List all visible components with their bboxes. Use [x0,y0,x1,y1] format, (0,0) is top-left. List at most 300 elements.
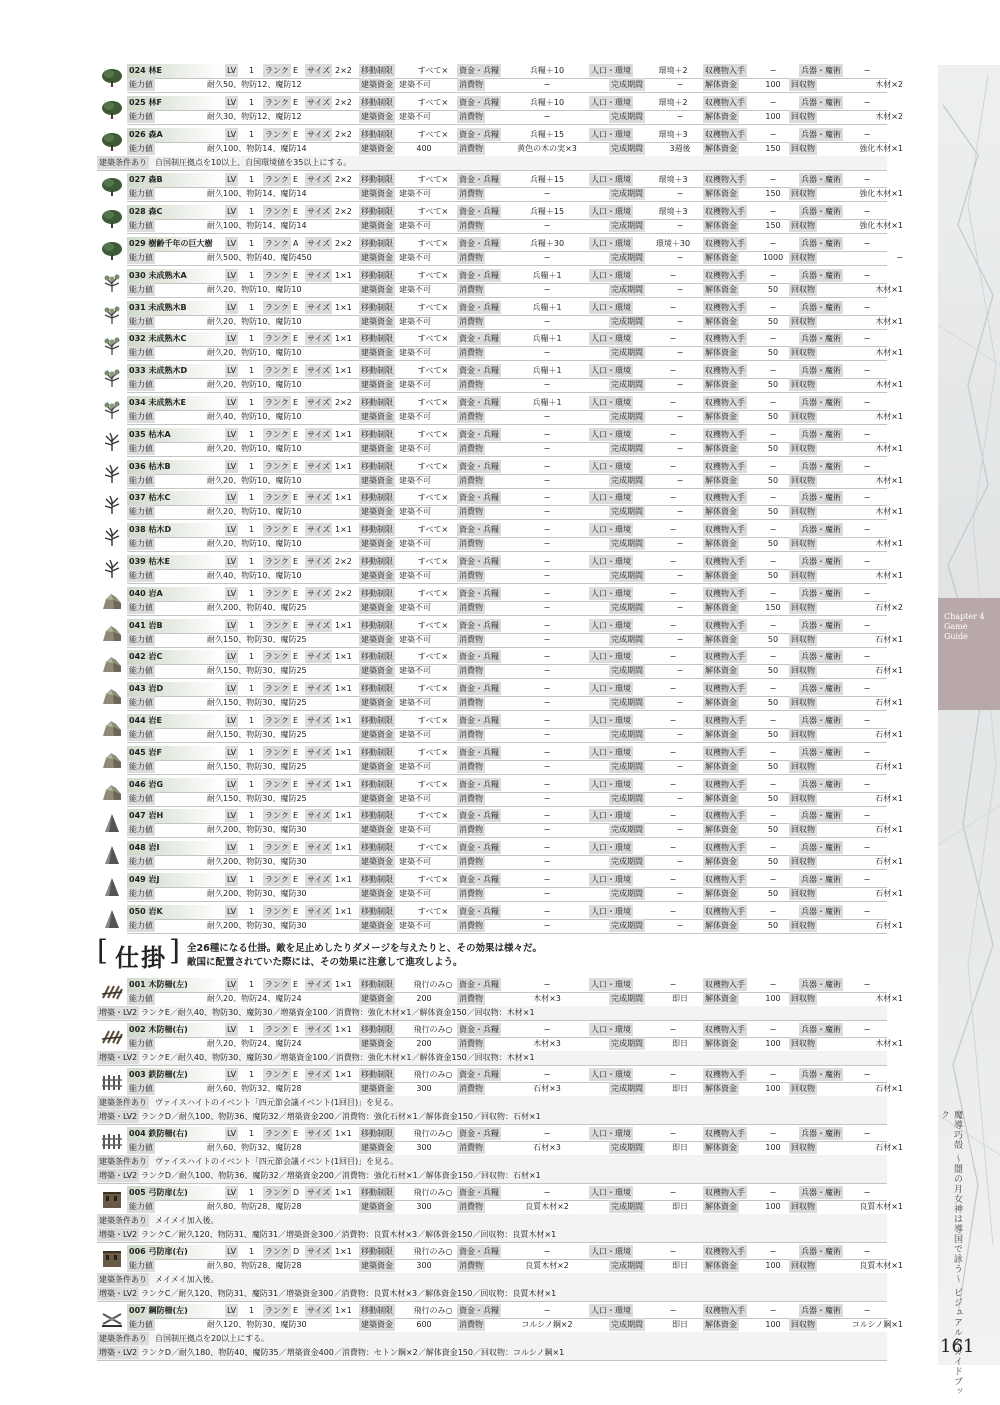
weapon-label: 兵器・魔術 [801,1247,841,1256]
recover-label: 回収物 [791,507,815,517]
weapon-value: − [863,1247,871,1256]
recover-label: 回収物 [791,571,815,580]
rank-label: ランク [265,779,289,789]
complete-value: − [676,284,684,294]
rank-label: ランク [265,175,289,185]
rank-label: ランク [265,493,289,503]
ability-label: 能力値 [129,793,153,803]
entry-row-secondary [127,887,903,902]
rank-label: ランク [265,398,289,407]
entry-row-secondary [127,1141,903,1156]
size-label: サイズ [307,429,331,439]
dismantle-label: 解体資金 [705,857,737,867]
entry-row-primary [127,396,887,411]
ability-label: 能力値 [129,1084,153,1093]
harvest-value: − [769,97,777,107]
lv-label: LV [227,493,237,503]
build-cost-label: 建築資金 [361,443,393,453]
weapon-label: 兵器・魔術 [801,1129,841,1138]
entry-row-secondary [127,728,903,743]
weapon-label: 兵器・魔術 [801,980,841,989]
build-cost-value: 建築不可 [399,857,431,867]
size-value: 2×2 [335,398,352,407]
build-cost-value: 建築不可 [399,507,431,517]
res-value: − [543,843,551,853]
pop-label: 人口・環境 [591,366,631,376]
entry-row-secondary [127,187,903,202]
recover-label: 回収物 [791,111,815,121]
build-cost-value: 建築不可 [399,634,431,644]
condition-label: 建築条件あり [99,1275,147,1284]
complete-value: − [676,539,684,549]
consume-label: 消費物 [459,111,483,121]
res-value: 兵糧＋15 [529,175,565,185]
weapon-label: 兵器・魔術 [801,620,841,630]
entry-row-primary [127,1023,887,1038]
pop-label: 人口・環境 [591,398,631,407]
lv-label: LV [227,980,237,989]
recover-label: 回収物 [791,143,815,153]
complete-label: 完成期間 [611,507,643,517]
recover-value: 石材×1 [875,920,903,930]
dismantle-value: 100 [765,1202,781,1211]
size-label: サイズ [307,129,331,139]
sapling-icon [100,335,124,357]
size-label: サイズ [307,175,331,185]
lv-label: LV [227,906,237,916]
consume-label: 消費物 [459,412,483,421]
consume-value: 石材×3 [533,1084,561,1093]
ability-value: 耐久20、物防10、魔防10 [207,380,302,390]
pop-value: − [669,461,677,471]
recover-label: 回収物 [791,793,815,803]
build-cost-value: 建築不可 [399,189,431,199]
upgrade-text: ランクD／耐久180、物防40、魔防35／増築資金400／消費物：セトン鋼×2／解体資金150／回収物：コルシノ鋼×1 [141,1348,565,1357]
ability-value: 耐久150、物防30、魔防25 [207,761,307,771]
recover-label: 回収物 [791,1143,815,1152]
entry-row-primary [127,128,887,143]
consume-label: 消費物 [459,507,483,517]
build-cost-label: 建築資金 [361,284,393,294]
harvest-value: − [769,557,777,566]
res-value: − [543,557,551,566]
pop-value: − [669,398,677,407]
res-label: 資金・兵糧 [459,811,499,821]
res-value: 兵糧＋10 [529,66,565,75]
rank-value: A [293,239,299,248]
harvest-value: − [769,302,777,312]
consume-value: − [543,189,551,199]
pop-value: 環境＋2 [658,97,688,107]
build-condition-row [97,1155,887,1170]
consume-label: 消費物 [459,189,483,199]
size-value: 1×1 [335,875,352,884]
move-value: すべて× [417,811,449,821]
recover-label: 回収物 [791,189,815,199]
build-cost-value: 建築不可 [399,348,431,358]
rank-label: ランク [265,875,289,884]
lv-value: 1 [249,980,255,989]
dismantle-label: 解体資金 [705,412,737,421]
move-value: すべて× [417,779,449,789]
lv-label: LV [227,557,237,566]
res-label: 資金・兵糧 [459,843,499,853]
move-value: すべて× [417,652,449,662]
build-cost-value: 建築不可 [399,793,431,803]
pop-value: − [669,980,677,989]
size-label: サイズ [307,588,331,598]
complete-value: − [676,412,684,421]
size-value: 1×1 [335,811,352,821]
res-value: 兵糧＋15 [529,207,565,217]
dismantle-value: 50 [767,920,779,930]
harvest-value: − [769,620,777,630]
chapter-sub-1: Game [944,622,968,631]
entry-name: 035 枯木A [127,428,221,442]
harvest-value: − [769,461,777,471]
complete-value: 即日 [672,1084,688,1093]
weapon-label: 兵器・魔術 [801,1188,841,1197]
pop-value: − [669,1247,677,1256]
res-value: − [543,716,551,725]
consume-label: 消費物 [459,316,483,326]
complete-label: 完成期間 [611,730,643,739]
consume-label: 消費物 [459,1202,483,1211]
complete-value: − [676,348,684,358]
harvest-label: 収穫物入手 [705,875,745,884]
lv-label: LV [227,270,237,280]
pop-value: − [669,557,677,566]
consume-label: 消費物 [459,1261,483,1270]
build-cost-label: 建築資金 [361,348,393,358]
consume-label: 消費物 [459,761,483,771]
lv-value: 1 [249,875,255,884]
res-value: 兵糧＋1 [532,302,562,312]
size-value: 1×1 [335,525,352,535]
recover-value: 石材×1 [875,825,903,835]
rank-value: E [293,429,299,439]
ability-value: 耐久200、物防30、魔防30 [207,920,307,930]
recover-value: 木材×1 [875,348,903,358]
res-value: 兵糧＋1 [532,366,562,376]
build-cost-label: 建築資金 [361,1261,393,1270]
recover-label: 回収物 [791,1202,815,1211]
recover-value: 良質木材×1 [859,1202,903,1211]
iron-barricade-icon [100,1130,124,1152]
move-value: すべて× [417,493,449,503]
lv-label: LV [227,1306,237,1315]
res-value: − [543,1188,551,1197]
entry-row-primary [127,905,887,920]
build-cost-label: 建築資金 [361,761,393,771]
move-label: 移動制限 [361,175,393,185]
build-cost-label: 建築資金 [361,1039,393,1048]
complete-value: 即日 [672,1202,688,1211]
chapter-label: Chapter 4 [944,612,985,621]
build-cost-value: 建築不可 [399,221,431,231]
lv-label: LV [227,129,237,139]
entry-row-primary [127,650,887,665]
move-label: 移動制限 [361,620,393,630]
harvest-label: 収穫物入手 [705,1025,745,1034]
build-cost-label: 建築資金 [361,253,393,262]
entry-name: 027 森B [127,173,221,187]
weapon-value: − [863,620,871,630]
rank-label: ランク [265,1247,289,1256]
dismantle-label: 解体資金 [705,666,737,676]
harvest-label: 収穫物入手 [705,429,745,439]
entry-row-secondary [127,696,903,711]
size-value: 1×1 [335,1025,352,1034]
dismantle-value: 50 [767,634,779,644]
complete-value: 3週後 [669,143,691,153]
move-value: 飛行のみ○ [413,1129,453,1138]
lv-label: LV [227,1188,237,1197]
recover-value: 強化木材×1 [859,221,903,231]
move-value: すべて× [417,398,449,407]
rank-label: ランク [265,525,289,535]
consume-label: 消費物 [459,80,483,89]
pop-value: 環境＋3 [658,207,688,217]
pop-value: − [669,779,677,789]
move-label: 移動制限 [361,1306,393,1315]
move-label: 移動制限 [361,525,393,535]
size-label: サイズ [307,557,331,566]
consume-value: − [543,666,551,676]
section-title: 仕掛 [115,943,167,972]
weapon-label: 兵器・魔術 [801,588,841,598]
upgrade-row [97,1051,887,1066]
size-label: サイズ [307,97,331,107]
dismantle-value: 50 [767,443,779,453]
build-cost-value: 建築不可 [399,316,431,326]
wooden-barricade-icon [100,981,124,1003]
ability-value: 耐久80、物防28、魔防28 [207,1261,302,1270]
dismantle-value: 100 [765,1039,781,1048]
res-value: − [543,620,551,630]
dismantle-label: 解体資金 [705,189,737,199]
move-value: すべて× [417,875,449,884]
recover-value: − [896,253,903,262]
dismantle-label: 解体資金 [705,1143,737,1152]
move-label: 移動制限 [361,779,393,789]
lv-label: LV [227,843,237,853]
harvest-value: − [769,207,777,217]
size-value: 2×2 [335,239,352,248]
recover-value: 石材×1 [875,1143,903,1152]
size-value: 2×2 [335,588,352,598]
lv-label: LV [227,398,237,407]
harvest-label: 収穫物入手 [705,398,745,407]
consume-value: − [543,221,551,231]
harvest-value: − [769,1070,777,1079]
ability-value: 耐久20、物防10、魔防10 [207,284,302,294]
build-cost-value: 建築不可 [399,571,431,580]
entry-row-primary [127,64,887,79]
consume-value: − [543,634,551,644]
consume-value: − [543,539,551,549]
complete-label: 完成期間 [611,412,643,421]
harvest-value: − [769,716,777,725]
entry-row-primary [127,491,887,506]
build-cost-label: 建築資金 [361,889,393,898]
condition-text: ヴァイスハイトのイベント「四元節会議イベント(1回目)」を見る。 [155,1157,399,1166]
consume-value: 黄色の木の実×3 [517,143,577,153]
complete-label: 完成期間 [611,920,643,930]
res-value: − [543,980,551,989]
complete-value: − [676,730,684,739]
weapon-label: 兵器・魔術 [801,334,841,344]
dismantle-value: 150 [765,221,781,231]
size-label: サイズ [307,270,331,280]
ability-value: 耐久80、物防28、魔防28 [207,1202,302,1211]
complete-label: 完成期間 [611,666,643,676]
condition-label: 建築条件あり [99,1157,147,1166]
dismantle-value: 50 [767,348,779,358]
entry-row-secondary [127,855,903,870]
complete-value: − [676,443,684,453]
size-label: サイズ [307,684,331,694]
move-value: すべて× [417,175,449,185]
consume-value: − [543,253,551,262]
recover-value: 石材×2 [875,602,903,612]
res-label: 資金・兵糧 [459,398,499,407]
res-label: 資金・兵糧 [459,557,499,566]
upgrade-label: 増築・LV2 [99,1348,138,1357]
entry-name: 034 未成熟木E [127,396,221,410]
dismantle-label: 解体資金 [705,994,737,1003]
weapon-value: − [863,1070,871,1079]
move-label: 移動制限 [361,461,393,471]
weapon-label: 兵器・魔術 [801,239,841,248]
entry-row-secondary [127,315,903,330]
res-label: 資金・兵糧 [459,588,499,598]
lv-value: 1 [249,747,255,757]
ability-label: 能力値 [129,857,153,867]
complete-label: 完成期間 [611,889,643,898]
bracket-open: [ [97,934,108,967]
harvest-value: − [769,129,777,139]
move-label: 移動制限 [361,1188,393,1197]
rank-label: ランク [265,1025,289,1034]
consume-value: 木材×3 [533,1039,561,1048]
size-label: サイズ [307,239,331,248]
build-cost-label: 建築資金 [361,698,393,708]
size-value: 1×1 [335,270,352,280]
entry-row-primary [127,873,887,888]
consume-value: − [543,920,551,930]
move-label: 移動制限 [361,1247,393,1256]
complete-label: 完成期間 [611,825,643,835]
complete-value: − [676,380,684,390]
rank-value: E [293,716,299,725]
pop-label: 人口・環境 [591,747,631,757]
res-value: − [543,811,551,821]
recover-value: 石材×1 [875,1084,903,1093]
entry-row-secondary [127,1318,903,1333]
build-cost-label: 建築資金 [361,793,393,803]
recover-value: 木材×2 [875,80,903,89]
recover-label: 回収物 [791,475,815,485]
move-value: すべて× [417,843,449,853]
build-cost-label: 建築資金 [361,412,393,421]
move-label: 移動制限 [361,270,393,280]
size-value: 1×1 [335,461,352,471]
recover-value: 石材×1 [875,634,903,644]
consume-label: 消費物 [459,571,483,580]
weapon-label: 兵器・魔術 [801,302,841,312]
pop-label: 人口・環境 [591,429,631,439]
consume-value: − [543,443,551,453]
move-label: 移動制限 [361,1129,393,1138]
res-label: 資金・兵糧 [459,66,499,75]
section-header [97,934,887,974]
lv-label: LV [227,525,237,535]
res-value: − [543,1306,551,1315]
recover-value: 石材×1 [875,857,903,867]
rock-icon [100,622,124,644]
dismantle-label: 解体資金 [705,507,737,517]
weapon-value: − [863,1306,871,1315]
harvest-label: 収穫物入手 [705,1306,745,1315]
rank-value: E [293,1306,299,1315]
ability-label: 能力値 [129,761,153,771]
harvest-label: 収穫物入手 [705,620,745,630]
harvest-value: − [769,66,777,75]
lv-label: LV [227,875,237,884]
weapon-label: 兵器・魔術 [801,175,841,185]
upgrade-row [97,1346,887,1361]
res-value: − [543,461,551,471]
weapon-label: 兵器・魔術 [801,716,841,725]
ability-label: 能力値 [129,539,153,549]
move-label: 移動制限 [361,875,393,884]
move-label: 移動制限 [361,97,393,107]
size-label: サイズ [307,811,331,821]
entry-name: 025 林F [127,96,221,110]
recover-label: 回収物 [791,316,815,326]
consume-value: 良質木材×2 [525,1202,569,1211]
rank-value: E [293,906,299,916]
harvest-value: − [769,779,777,789]
steel-barricade-icon [100,1307,124,1329]
entry-name: 026 森A [127,128,221,142]
entry-row-secondary [127,664,903,679]
ability-value: 耐久150、物防30、魔防25 [207,793,307,803]
dismantle-label: 解体資金 [705,1320,737,1329]
rank-label: ランク [265,652,289,662]
size-label: サイズ [307,1247,331,1256]
dismantle-label: 解体資金 [705,698,737,708]
upgrade-label: 増築・LV2 [99,1289,138,1298]
size-value: 1×1 [335,1070,352,1079]
entry-name: 029 樹齢千年の巨大樹 [127,237,221,251]
ability-label: 能力値 [129,889,153,898]
res-label: 資金・兵糧 [459,129,499,139]
pop-label: 人口・環境 [591,1129,631,1138]
res-label: 資金・兵糧 [459,461,499,471]
lv-value: 1 [249,620,255,630]
pop-value: − [669,1070,677,1079]
harvest-value: − [769,843,777,853]
res-label: 資金・兵糧 [459,1247,499,1256]
pop-value: − [669,1129,677,1138]
pop-label: 人口・環境 [591,334,631,344]
weapon-label: 兵器・魔術 [801,1025,841,1034]
recover-label: 回収物 [791,761,815,771]
consume-label: 消費物 [459,698,483,708]
dead-tree-icon [100,431,124,453]
